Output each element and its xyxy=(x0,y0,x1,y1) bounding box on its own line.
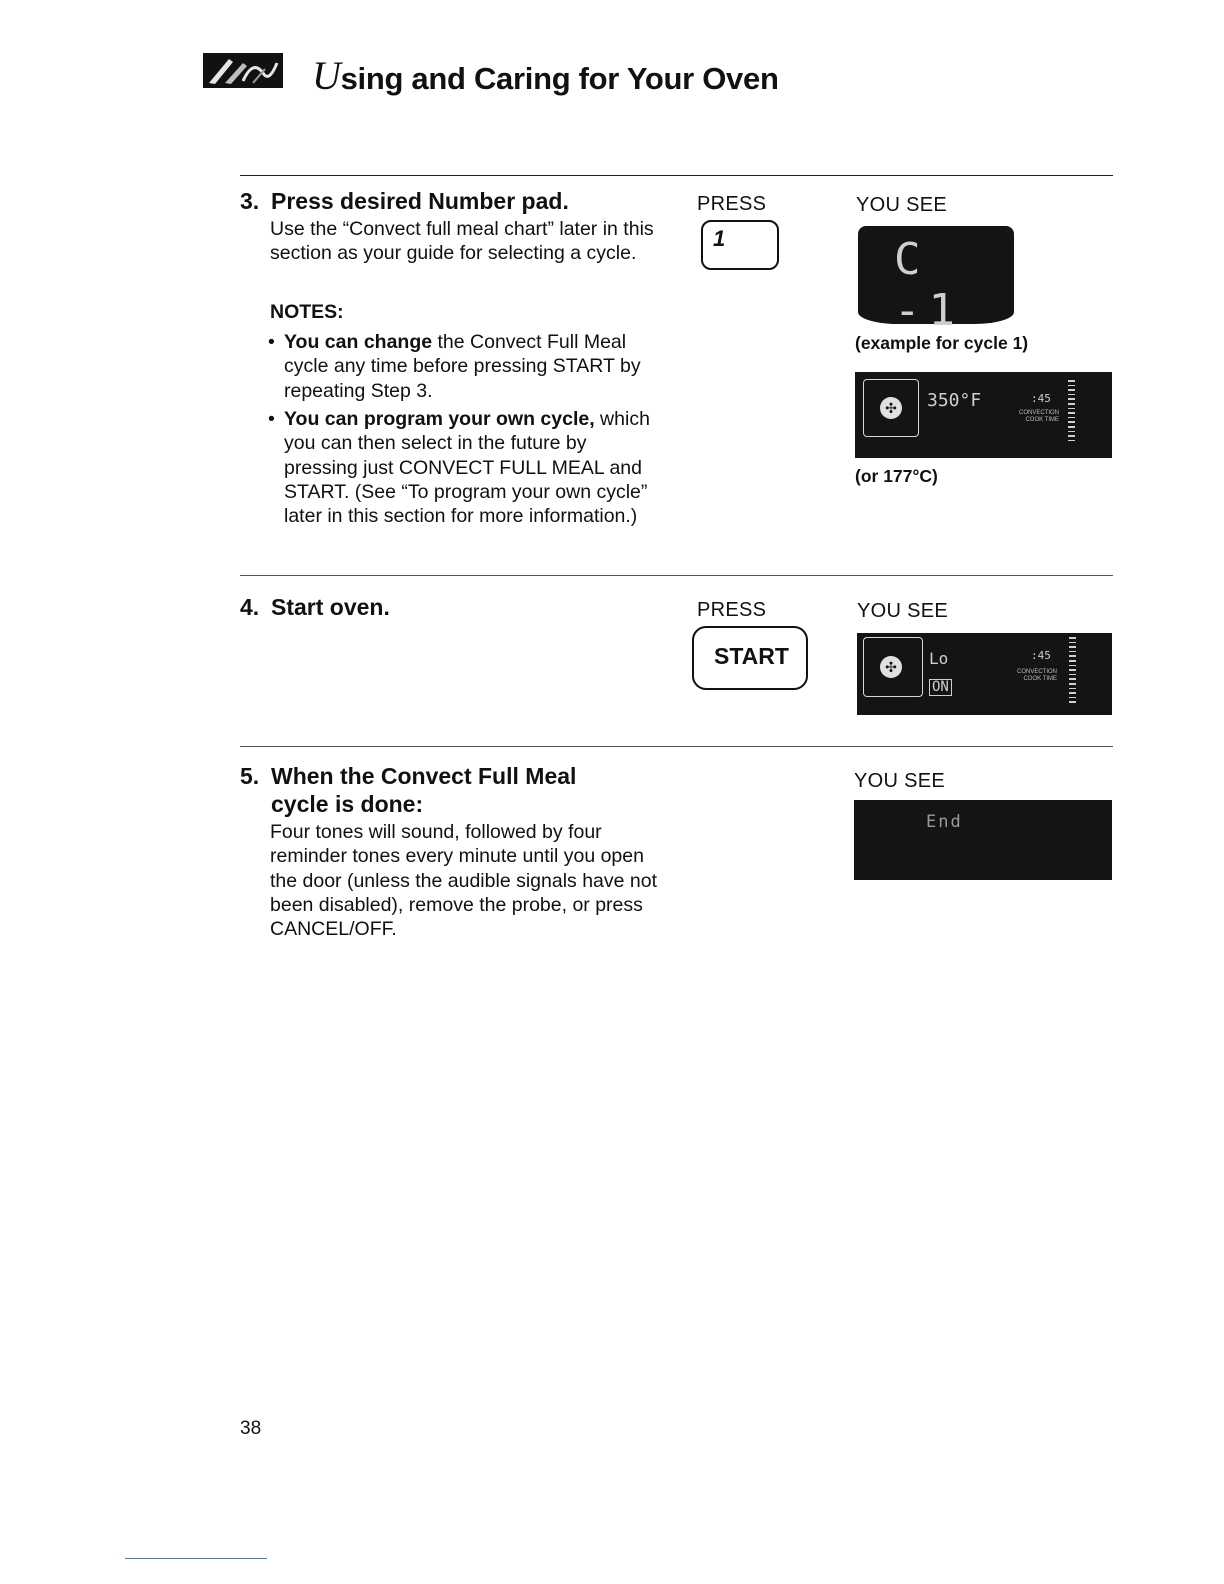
note2-bold: You can program your own cycle, xyxy=(284,408,595,430)
fan-indicator xyxy=(863,379,919,437)
display-start-text: Lo xyxy=(929,649,949,668)
title-rest: sing and Caring for Your Oven xyxy=(340,61,779,96)
section-divider xyxy=(240,575,1113,576)
fan-icon: ✣ xyxy=(880,656,902,678)
display-cycle-1 xyxy=(858,226,1014,336)
step3-note-1: • You can change the Convect Full Meal cycle any time before pressing START by repeating Step 3. xyxy=(268,331,641,402)
display-convect-temp xyxy=(855,372,1112,458)
page-number: 38 xyxy=(240,1418,262,1439)
display-start xyxy=(857,633,1112,715)
note1-bold: You can change xyxy=(284,331,433,353)
page-title xyxy=(312,52,779,99)
start-key[interactable] xyxy=(692,626,808,690)
display-time-digits: :45 xyxy=(1031,649,1051,662)
display-end-text: End xyxy=(926,812,963,832)
number-1-key[interactable] xyxy=(701,220,779,270)
display-end xyxy=(854,800,1112,880)
step5-body: Four tones will sound, followed by four reminder tones every minute until you open the door (unless the audible signals have not been disabled), remove the probe, or press CANCEL/OFF. xyxy=(270,821,658,941)
step3-body: Use the “Convect full meal chart” later in this section as your guide for selecting a cycle. xyxy=(270,218,654,265)
step3-number: 3. xyxy=(240,188,260,214)
step5-number: 5. xyxy=(240,763,260,789)
step4-number: 4. xyxy=(240,594,260,620)
display-status-text: CONVECTION COOK TIME xyxy=(1018,410,1059,423)
you-see-label: YOU SEE xyxy=(857,600,949,622)
step5-title-line1: When the Convect Full Meal xyxy=(271,763,577,789)
display-time-digits: :45 xyxy=(1031,392,1051,405)
press-label: PRESS xyxy=(697,599,767,621)
step5-title-line2: cycle is done: xyxy=(271,791,424,817)
level-bars xyxy=(1069,637,1076,706)
step4-title: Start oven. xyxy=(271,594,390,620)
section-divider xyxy=(240,175,1113,176)
fan-indicator xyxy=(863,637,923,697)
number-1-key-label: 1 xyxy=(713,226,726,251)
title-initial: U xyxy=(312,53,341,98)
fan-icon: ✣ xyxy=(880,397,902,419)
you-see-label: YOU SEE xyxy=(854,770,946,792)
step3-title: Press desired Number pad. xyxy=(271,188,569,214)
press-label: PRESS xyxy=(697,193,767,215)
footer-line xyxy=(125,1558,267,1559)
note2-text: which you can then select in the future by pressing just CONVECT FULL MEAL and START. (See “To program your own cycle” later in this section for more information.) xyxy=(284,408,650,528)
display-temp-text: 350°F xyxy=(927,390,982,411)
you-see-label: YOU SEE xyxy=(856,194,948,216)
oven-logo-icon xyxy=(203,53,283,88)
step3-note-2: • You can program your own cycle, which you can then select in the future by pressing just CONVECT FULL MEAL and START. (See “To program your own cycle” later in this section for more information.) xyxy=(268,408,650,528)
caption-example-cycle: (example for cycle 1) xyxy=(855,333,1029,353)
display-status-text: CONVECTION COOK TIME xyxy=(1016,669,1057,682)
display-cycle-1-text: C -1 xyxy=(894,234,963,336)
level-bars xyxy=(1068,380,1075,444)
display-on-indicator: ON xyxy=(929,679,952,696)
start-key-label: START xyxy=(714,643,789,669)
caption-celsius: (or 177°C) xyxy=(855,466,938,486)
section-divider xyxy=(240,746,1113,747)
step3-notes-label: NOTES: xyxy=(270,301,344,323)
note1-text: the Convect Full Meal cycle any time before pressing START by repeating Step 3. xyxy=(284,331,641,402)
